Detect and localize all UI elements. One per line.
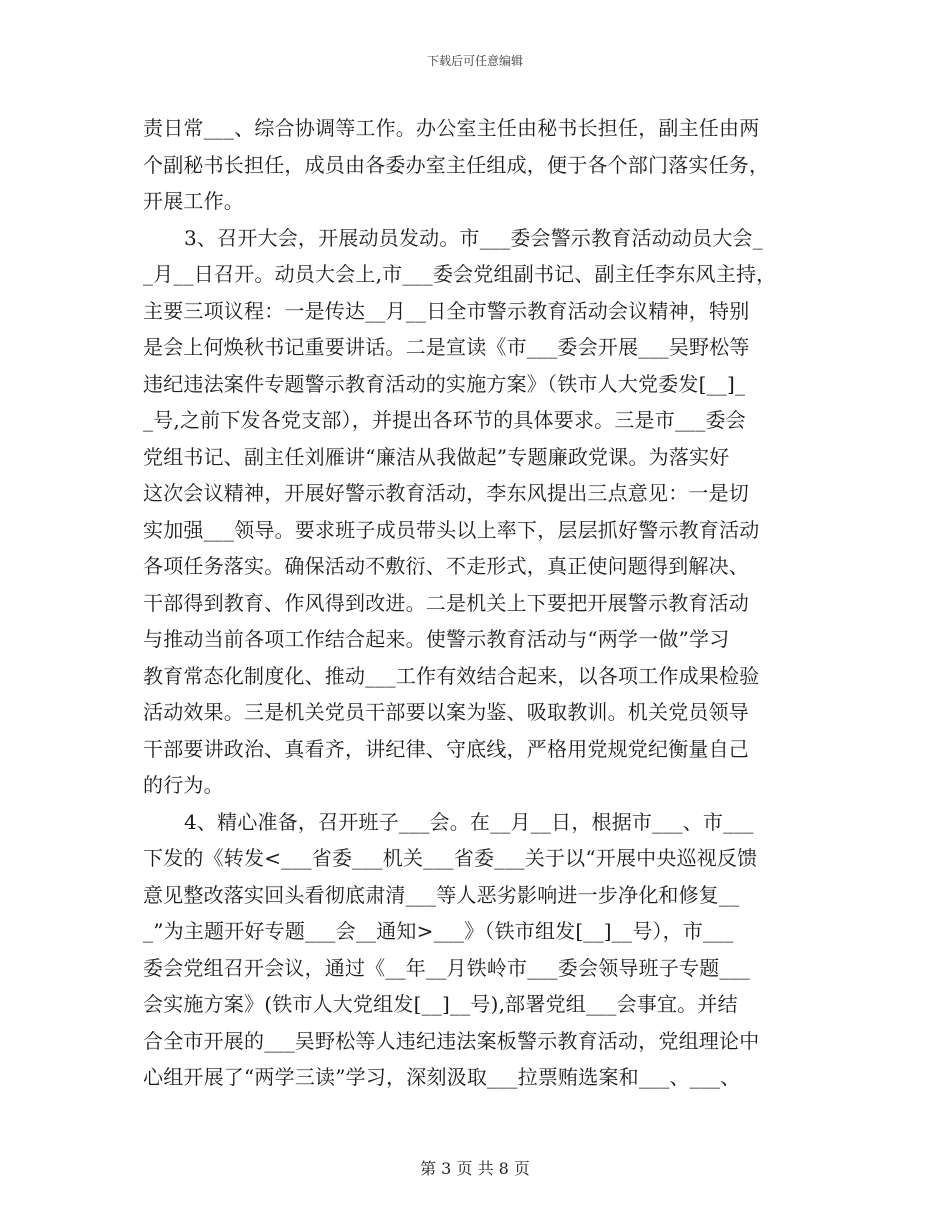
text-line: 开展工作。 (143, 189, 244, 213)
text-line: 违纪违法案件专题警示教育活动的实施方案》（铁市人大党委发[__]_ (143, 371, 746, 396)
text-line: _号,之前下发各党支部），并提出各环节的具体要求。三是市___委会 (143, 408, 746, 432)
text-line: _”为主题开好专题___会__通知>___》（铁市组发[__]__号），市___ (143, 919, 734, 943)
text-line: 个副秘书长担任，成员由各委办室主任组成，便于各个部门落实任务， (143, 152, 770, 177)
text-line: 实加强___领导。要求班子成员带头以上率下，层层抓好警示教育活动 (143, 517, 760, 542)
text-line: 这次会议精神，开展好警示教育活动，李东风提出三点意见：一是切 (143, 481, 749, 505)
text-line: 干部要讲政治、真看齐，讲纪律、守底线，严格用党规党纪衡量自己 (143, 736, 749, 761)
text-line: 合全市开展的___吴野松等人违纪违法案板警示教育活动，党组理论中 (143, 1028, 760, 1053)
paragraph-4-start: 4、精心准备，召开班子___会。在__月__日，根据市___、市___ (184, 809, 754, 834)
text-line: 与推动当前各项工作结合起来。使警示教育活动与“两学一做”学习 (143, 627, 730, 651)
text-line: 下发的《转发<___省委___机关___省委___关于以“开展中央巡视反馈 (143, 846, 758, 870)
text-line: 心组开展了“两学三读”学习，深刻汲取___拉票贿选案和___、___、 (143, 1065, 741, 1089)
text-line: 活动效果。三是机关党员干部要以案为鉴、吸取教训。机关党员领导 (143, 700, 749, 724)
document-body (143, 110, 815, 1096)
page-number: 第 3 页 共 8 页 (420, 1159, 530, 1178)
text-line: 的行为。 (143, 773, 224, 797)
text-line: 委会党组召开会议，通过《__年__月铁岭市___委会领导班子专题___ (143, 955, 750, 980)
text-line: 各项任务落实。确保活动不敷衍、不走形式，真正使问题得到解决、 (143, 554, 749, 578)
text-line: 教育常态化制度化、推动___工作有效结合起来，以各项工作成果检验 (143, 663, 760, 688)
text-line: 干部得到教育、作风得到改进。二是机关上下要把开展警示教育活动 (143, 590, 749, 615)
text-line: 意见整改落实回头看彻底肃清___等人恶劣影响进一步净化和修复__ (143, 882, 740, 907)
text-line: 主要三项议程：一是传达__月__日全市警示教育活动会议精神，特别 (143, 298, 750, 323)
page-header-note: 下载后可任意编辑 (426, 54, 523, 68)
text-line: _月__日召开。动员大会上,市___委会党组副书记、副主任李东风主持， (143, 262, 777, 286)
text-line: 党组书记、副主任刘雁讲“廉洁从我做起”专题廉政党课。为落实好 (143, 444, 730, 469)
text-line: 会实施方案》(铁市人大党组发[__]__号),部署党组___会事宜。并结 (143, 992, 738, 1016)
text-line: 是会上何焕秋书记重要讲话。二是宣读《市___委会开展___吴野松等 (143, 335, 750, 359)
text-line: 责日常___、综合协调等工作。办公室主任由秘书长担任，副主任由两 (143, 116, 760, 140)
paragraph-3-start: 3、召开大会，开展动员发动。市___委会警示教育活动动员大会_ (184, 225, 763, 250)
